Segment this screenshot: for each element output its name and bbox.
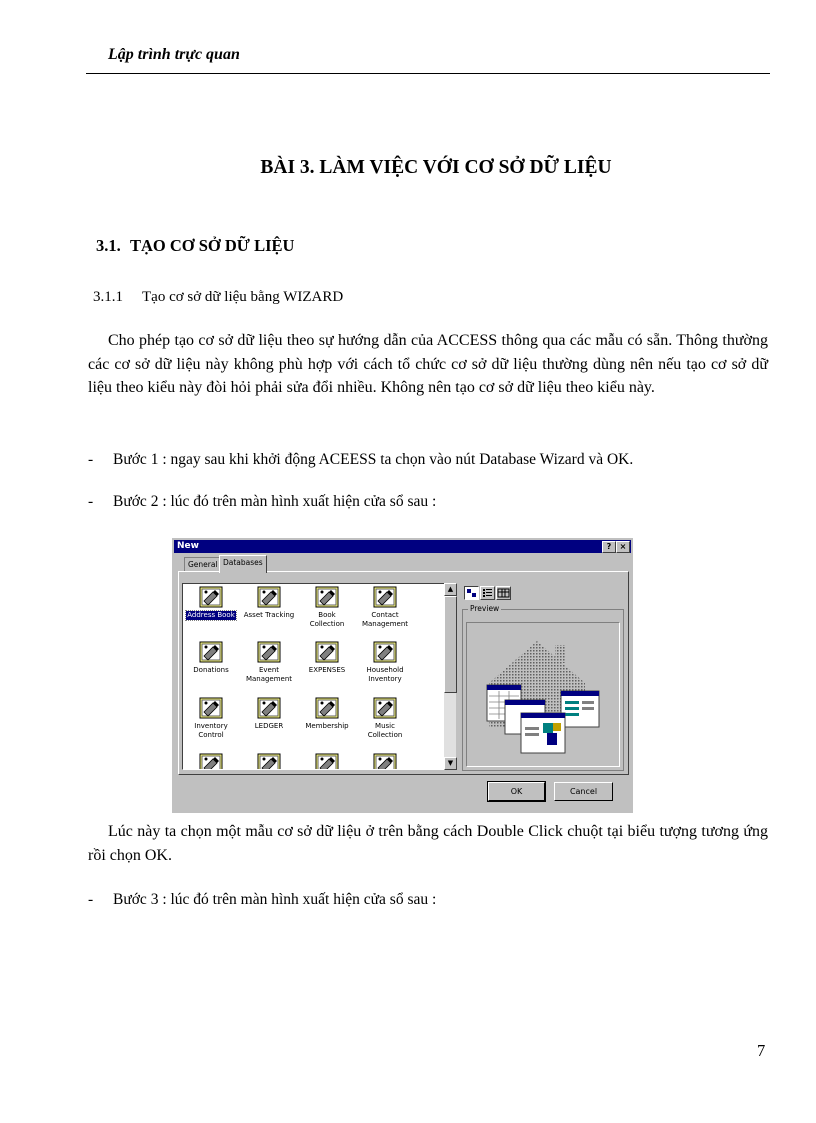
database-template-item[interactable] xyxy=(183,586,239,620)
section-heading xyxy=(96,236,294,256)
label-line: Inventory xyxy=(194,722,228,730)
database-template-icon xyxy=(373,753,397,770)
dialog-title: New xyxy=(177,541,199,551)
database-template-item[interactable] xyxy=(241,697,297,731)
database-preview-image xyxy=(467,623,619,766)
running-header: Lập trình trực quan xyxy=(108,46,240,63)
instruction-paragraph xyxy=(88,820,768,867)
database-template-item[interactable] xyxy=(241,586,297,620)
database-template-label xyxy=(193,722,228,740)
label-line: Book xyxy=(318,611,336,619)
subsection-heading xyxy=(93,289,343,306)
bullet-dash: - xyxy=(88,891,94,908)
large-icons-icon xyxy=(465,587,478,599)
scroll-down-button[interactable]: ▼ xyxy=(444,757,457,770)
label-line: EXPENSES xyxy=(308,666,346,674)
database-template-icon xyxy=(199,697,223,719)
label-line: Collection xyxy=(309,620,345,628)
database-template-item[interactable] xyxy=(241,753,297,770)
database-template-list[interactable] xyxy=(182,583,446,770)
bullet-dash: - xyxy=(88,493,94,510)
details-icon xyxy=(497,587,510,599)
label-line: Music xyxy=(375,722,395,730)
intro-paragraph xyxy=(88,329,768,400)
details-view-button[interactable] xyxy=(496,586,511,600)
database-template-icon xyxy=(257,586,281,608)
section-number: 3.1. xyxy=(96,236,121,255)
database-template-icon xyxy=(199,586,223,608)
database-template-label xyxy=(192,666,229,675)
database-template-icon xyxy=(315,586,339,608)
database-template-icon xyxy=(199,753,223,770)
database-template-icon xyxy=(199,641,223,663)
database-template-item[interactable] xyxy=(357,697,413,740)
step-1-text: Bước 1 : ngay sau khi khởi động ACEESS ta chọn vào nút Database Wizard và OK. xyxy=(113,451,634,468)
ok-button[interactable]: OK xyxy=(488,782,545,801)
large-icons-view-button[interactable] xyxy=(464,586,479,600)
header-rule xyxy=(86,73,770,74)
subsection-title: Tạo cơ sở dữ liệu bằng WIZARD xyxy=(142,289,344,305)
database-template-label xyxy=(308,666,346,675)
bullet-dash: - xyxy=(88,451,94,468)
cancel-button[interactable]: Cancel xyxy=(554,782,613,801)
database-template-item[interactable] xyxy=(357,586,413,629)
list-icon xyxy=(481,587,494,599)
list-view-button[interactable] xyxy=(480,586,495,600)
step-3-text: Bước 3 : lúc đó trên màn hình xuất hiện cửa sổ sau : xyxy=(113,891,437,908)
label-line: Event xyxy=(258,666,280,674)
section-title: TẠO CƠ SỞ DỮ LIỆU xyxy=(130,236,295,255)
intro-paragraph-text: Cho phép tạo cơ sở dữ liệu theo sự hướng dẫn của ACCESS thông qua các mẫu có sẵn. Thông thường các cơ sở dữ liệu này không phù hợp với cách tổ chức cơ sở dữ liệu thường dùng nên nếu tạo cơ sở dữ liệu theo kiểu này đòi hỏi phải sửa đổi nhiều. Không nên tạo cơ sở dữ liệu theo kiểu này. xyxy=(88,332,768,396)
database-template-item[interactable] xyxy=(299,697,355,731)
label-line: Membership xyxy=(305,722,349,730)
scroll-thumb[interactable] xyxy=(444,596,457,693)
database-template-icon xyxy=(315,697,339,719)
label-line: Control xyxy=(198,731,224,739)
close-button[interactable]: × xyxy=(616,541,630,553)
database-template-icon xyxy=(257,753,281,770)
database-template-icon xyxy=(315,753,339,770)
label-line: Collection xyxy=(367,731,403,739)
step-2-text: Bước 2 : lúc đó trên màn hình xuất hiện cửa sổ sau : xyxy=(113,493,437,510)
label-line: Donations xyxy=(193,666,229,674)
database-template-label xyxy=(245,666,293,684)
database-template-item[interactable] xyxy=(241,641,297,684)
tab-databases[interactable]: Databases xyxy=(219,555,267,573)
database-template-item[interactable] xyxy=(357,641,413,684)
label-line: Management xyxy=(361,620,409,628)
tab-general[interactable]: General xyxy=(184,557,222,572)
label-line: Asset Tracking xyxy=(243,611,295,619)
vertical-scrollbar[interactable] xyxy=(444,583,456,770)
new-database-dialog xyxy=(172,538,633,813)
step-1 xyxy=(88,451,633,469)
label-line: Household xyxy=(366,666,404,674)
instruction-paragraph-text: Lúc này ta chọn một mẫu cơ sở dữ liệu ở trên bằng cách Double Click chuột tại biểu tượng tương ứng rồi chọn OK. xyxy=(88,823,768,864)
database-template-label xyxy=(365,666,404,684)
step-2 xyxy=(88,493,436,511)
database-template-label xyxy=(254,722,284,731)
database-template-icon xyxy=(257,697,281,719)
label-line: Management xyxy=(245,675,293,683)
help-button[interactable]: ? xyxy=(602,541,616,553)
label-line: Contact xyxy=(371,611,399,619)
database-template-icon xyxy=(373,586,397,608)
preview-label: Preview xyxy=(470,604,500,613)
database-template-item[interactable] xyxy=(183,753,239,770)
dialog-titlebar xyxy=(174,540,631,553)
label-line: LEDGER xyxy=(254,722,284,730)
label-line: Inventory xyxy=(368,675,402,683)
database-template-icon xyxy=(373,697,397,719)
database-template-icon xyxy=(257,641,281,663)
step-3 xyxy=(88,891,436,909)
database-template-label xyxy=(361,611,409,629)
database-template-label xyxy=(304,722,349,731)
subsection-number: 3.1.1 xyxy=(93,289,123,305)
page-number: 7 xyxy=(757,1041,766,1060)
label-line: Address Book xyxy=(187,611,235,619)
chapter-title: BÀI 3. LÀM VIỆC VỚI CƠ SỞ DỮ LIỆU xyxy=(260,157,612,178)
preview-area xyxy=(466,622,620,767)
database-template-item[interactable] xyxy=(299,753,355,770)
database-template-item[interactable] xyxy=(299,641,355,675)
database-template-item[interactable] xyxy=(183,697,239,740)
database-template-label xyxy=(243,611,296,620)
database-template-label xyxy=(309,611,346,629)
database-template-label xyxy=(186,611,236,620)
database-template-item[interactable] xyxy=(183,641,239,675)
database-template-icon xyxy=(373,641,397,663)
database-template-item[interactable] xyxy=(357,753,413,770)
database-template-icon xyxy=(315,641,339,663)
database-template-label xyxy=(367,722,404,740)
scroll-up-button[interactable]: ▲ xyxy=(444,583,457,596)
database-template-item[interactable] xyxy=(299,586,355,629)
